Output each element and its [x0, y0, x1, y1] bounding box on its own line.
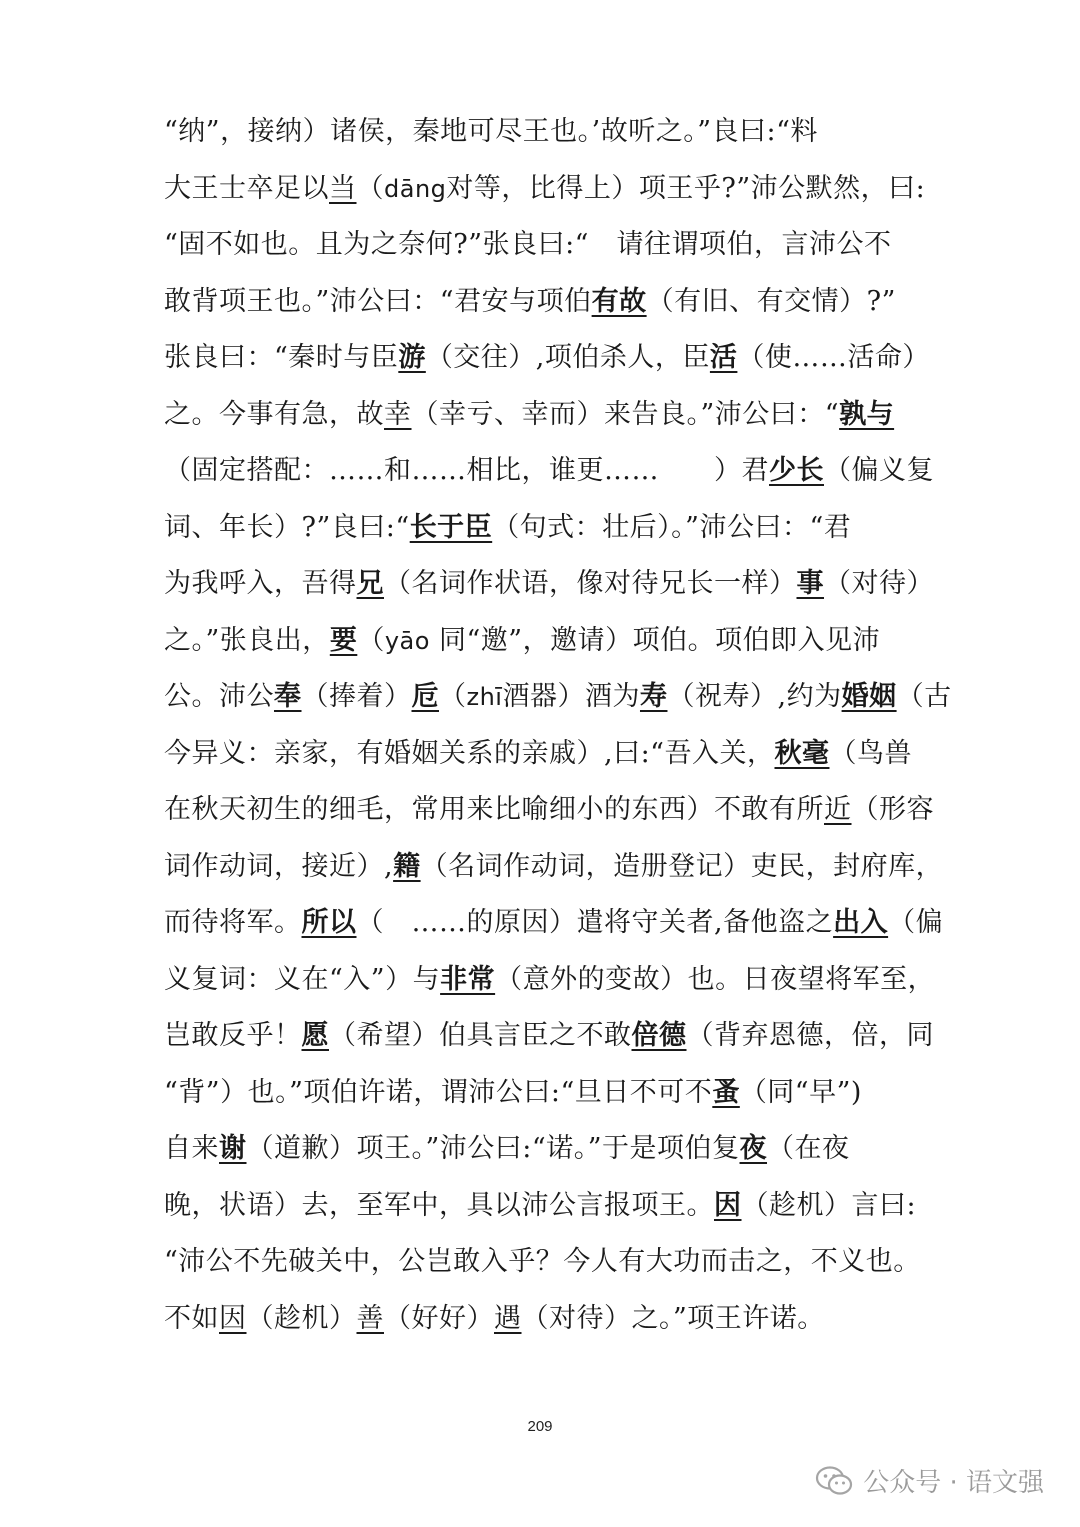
text-segment: （趁机）言曰: [741, 1189, 917, 1221]
text-line [164, 1121, 924, 1178]
text-segment: （道歉）项王。”沛公曰:“诺。”于是项伯复 [246, 1133, 740, 1164]
text-segment: （幸亏、幸而）来告良。”沛公曰：“ [411, 398, 840, 430]
text-segment: 词作动词，接近）, [164, 850, 394, 882]
text-segment: （ [357, 624, 385, 656]
text-segment: （ ……的原因）遣将守关者,备他盗之 [356, 907, 834, 938]
text-segment: （形容 [851, 794, 934, 825]
annotated-term: 籍 [393, 850, 421, 882]
annotated-term: 少长 [769, 455, 824, 486]
pinyin-text: dāng [384, 174, 447, 203]
text-segment: 晚，状语）去，至军中，具以沛公言报项王。 [164, 1189, 714, 1221]
annotated-term: 秋毫 [774, 737, 830, 769]
text-segment: 大王士卒足以 [164, 172, 329, 204]
text-segment: （祝寿）,约为 [667, 681, 842, 712]
pinyin-text: yāo [384, 626, 430, 655]
annotated-term: 所以 [301, 907, 357, 938]
text-segment: 敢背项王也。”沛公曰：“君安与项伯 [164, 285, 592, 317]
text-segment: （意外的变故）也。日夜望将军至， [495, 963, 936, 995]
text-segment: （ [356, 172, 384, 204]
text-segment: （背弃恩德，倍，同 [686, 1020, 934, 1051]
text-segment: （ [439, 681, 467, 712]
text-line [164, 1178, 924, 1235]
text-line [164, 104, 924, 161]
text-segment: （名词作状语，像对待兄长一样） [384, 568, 797, 599]
text-segment: 义复词：义在“入”）与 [164, 963, 441, 995]
text-line [164, 1291, 924, 1348]
text-segment: 为我呼入，吾得 [164, 568, 357, 599]
text-segment: 同“邀”，邀请）项伯。项伯即入见沛 [429, 624, 881, 656]
annotated-term: 事 [796, 568, 824, 599]
annotated-term: 奉 [274, 681, 302, 712]
text-line [164, 669, 952, 726]
annotated-term: 寿 [639, 681, 668, 712]
annotated-term: 当 [329, 172, 357, 204]
watermark-text: 公众号 · 语文强 [863, 1468, 1044, 1498]
text-segment: 对等，比得上）项王乎?”沛公默然，曰: [446, 172, 926, 204]
text-line [164, 613, 924, 670]
text-segment: （希望）伯具言臣之不敢 [329, 1020, 632, 1051]
wechat-icon [815, 1466, 853, 1496]
text-line [164, 1008, 934, 1065]
annotated-term: 近 [824, 794, 852, 825]
text-segment: （同“早”) [739, 1076, 862, 1108]
annotated-term: 婚姻 [841, 681, 897, 712]
text-segment: （在夜 [767, 1133, 850, 1164]
text-segment: 张良曰：“秦时与臣 [164, 342, 399, 373]
text-line [164, 217, 924, 274]
annotated-term: 非常 [440, 963, 496, 995]
annotated-term: 兄 [356, 568, 384, 599]
text-line [164, 274, 924, 331]
annotated-term: 蚤 [712, 1076, 740, 1108]
text-segment: 词、年长）?”良曰:“ [164, 511, 410, 543]
watermark [815, 1462, 1044, 1499]
text-segment: （固定搭配：……和……相比，谁更…… ）君 [164, 455, 769, 486]
annotated-term: 长于臣 [409, 511, 493, 543]
text-line [164, 839, 944, 896]
text-segment: （句式：壮后）。”沛公曰：“君 [492, 511, 852, 543]
text-segment: （交往）,项伯杀人，臣 [425, 342, 710, 373]
page-number: 209 [527, 1418, 553, 1435]
annotated-term: 幸 [384, 398, 412, 430]
text-line [164, 726, 924, 783]
text-segment: 在秋天初生的细毛，常用来比喻细小的东西）不敢有所 [164, 794, 824, 825]
text-segment: （捧着） [301, 681, 412, 712]
text-segment: “沛公不先破关中，公岂敢入乎？今人有大功而击之，不义也。 [164, 1246, 921, 1277]
text-segment: （使……活命） [737, 342, 930, 373]
text-segment: 酒器）酒为 [502, 681, 640, 712]
text-segment: （偏义复 [824, 455, 934, 486]
annotated-term: 倍德 [631, 1020, 687, 1051]
text-segment: （趁机） [246, 1302, 357, 1334]
text-line [164, 1065, 924, 1122]
text-segment: （鸟兽 [829, 737, 912, 769]
annotated-term: 活 [709, 342, 738, 373]
text-segment: 之。”张良出， [164, 624, 330, 656]
text-line [164, 387, 924, 444]
pinyin-text: zhī [466, 683, 503, 711]
text-line [164, 500, 924, 557]
annotated-term: 善 [356, 1302, 384, 1334]
document-body [164, 104, 952, 1347]
annotated-term: 出入 [833, 907, 889, 938]
text-segment: 而待将军。 [164, 907, 302, 938]
annotated-term: 要 [329, 624, 358, 656]
text-segment: 公。沛公 [164, 681, 274, 712]
text-segment: “纳”，接纳）诸侯，秦地可尽王也。’故听之。”良曰:“料 [164, 116, 818, 147]
text-segment: “背”）也。”项伯许诺，谓沛公曰:“旦日不可不 [164, 1076, 713, 1108]
text-segment: （偏 [888, 907, 944, 938]
annotated-term: 夜 [739, 1133, 768, 1164]
text-segment: （名词作动词，造册登记）吏民，封府库， [420, 850, 944, 882]
text-segment: 今异义：亲家，有婚姻关系的亲戚）,曰:“吾入关， [164, 737, 775, 769]
text-segment: （对待）之。”项王许诺。 [521, 1302, 825, 1334]
text-segment: 岂敢反乎！ [164, 1020, 302, 1051]
text-line [164, 895, 944, 952]
text-line [164, 161, 924, 218]
text-segment: （好好） [384, 1302, 494, 1334]
text-segment: “固不如也。且为之奈何?”张良曰:“ 请往谓项伯，言沛公不 [164, 229, 892, 260]
text-segment: 不如 [164, 1302, 219, 1334]
annotated-term: 游 [398, 342, 426, 373]
text-segment: （有旧、有交情）?” [646, 285, 896, 317]
text-line [164, 952, 936, 1009]
annotated-term: 卮 [411, 681, 439, 712]
text-segment: （古 [896, 681, 952, 712]
annotated-term: 有故 [591, 285, 647, 317]
annotated-term: 因 [219, 1302, 247, 1334]
annotated-term: 孰与 [839, 398, 895, 430]
text-line [164, 330, 930, 387]
annotated-term: 愿 [301, 1020, 329, 1051]
text-line [164, 782, 934, 839]
text-segment: （对待） [824, 568, 934, 599]
text-line [164, 443, 934, 500]
text-line [164, 1234, 924, 1291]
text-line [164, 556, 934, 613]
text-segment: 自来 [164, 1133, 219, 1164]
annotated-term: 谢 [219, 1133, 247, 1164]
annotated-term: 遇 [494, 1302, 522, 1334]
annotated-term: 因 [714, 1189, 742, 1221]
text-segment: 之。今事有急，故 [164, 398, 384, 430]
